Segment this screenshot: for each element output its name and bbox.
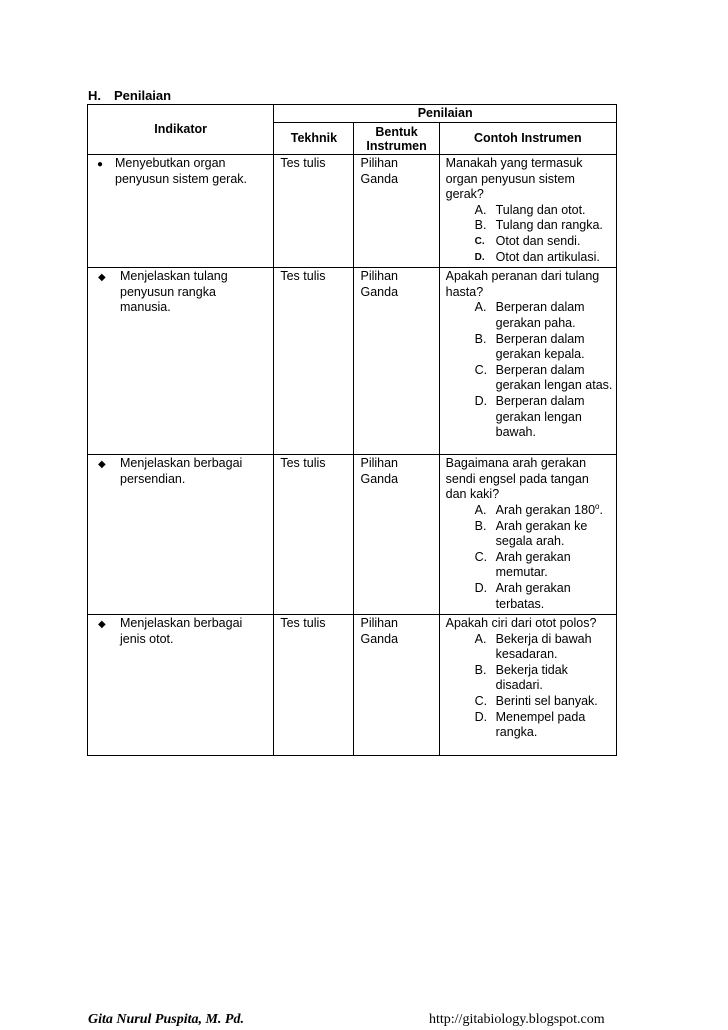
option-item bbox=[446, 581, 613, 612]
option-letter: C. bbox=[474, 549, 488, 564]
option-item bbox=[446, 363, 613, 394]
bullet-diamond-icon: ◆ bbox=[98, 459, 106, 471]
option-letter: A. bbox=[474, 631, 487, 646]
option-item bbox=[446, 632, 613, 663]
section-title: Penilaian bbox=[114, 88, 172, 103]
indicator-cell bbox=[88, 615, 274, 756]
question-text: Bagaimana arah gerakan sendi engsel pada tangan dan kaki? bbox=[445, 456, 589, 502]
option-letter: B. bbox=[474, 662, 487, 677]
question-text: Apakah peranan dari tulang hasta? bbox=[445, 269, 600, 299]
bullet-diamond-icon: ◆ bbox=[98, 619, 106, 631]
option-item bbox=[446, 550, 613, 581]
indicator-text: Menjelaskan berbagai jenis otot. bbox=[120, 616, 243, 646]
option-item bbox=[446, 663, 613, 694]
option-letter: C. bbox=[474, 362, 488, 377]
option-item bbox=[446, 218, 613, 234]
question-cell bbox=[439, 455, 616, 615]
technique-cell: Tes tulis bbox=[274, 455, 354, 615]
header-tekhnik: Tekhnik bbox=[274, 123, 354, 155]
option-text: Arah gerakan memutar. bbox=[495, 549, 571, 580]
option-text: Tulang dan rangka. bbox=[495, 218, 603, 233]
header-contoh: Contoh Instrumen bbox=[439, 123, 616, 155]
section-heading bbox=[88, 88, 171, 103]
option-item bbox=[446, 203, 613, 219]
table-row bbox=[88, 615, 617, 756]
option-item bbox=[446, 503, 613, 519]
indicator-cell bbox=[88, 455, 274, 615]
question-text: Apakah ciri dari otot polos? bbox=[445, 616, 597, 631]
option-item bbox=[446, 519, 613, 550]
option-letter: B. bbox=[474, 518, 487, 533]
indicator-text: Menyebutkan organ penyusun sistem gerak. bbox=[115, 156, 248, 186]
option-text: Berperan dalam gerakan kepala. bbox=[495, 331, 585, 362]
bullet-diamond-icon: ◆ bbox=[98, 272, 106, 284]
indicator-cell bbox=[88, 268, 274, 455]
assessment-table bbox=[87, 104, 617, 756]
header-indikator: Indikator bbox=[88, 105, 274, 155]
table-row bbox=[88, 155, 617, 268]
option-letter: D. bbox=[474, 580, 488, 595]
option-letter: A. bbox=[474, 502, 487, 517]
technique-cell: Tes tulis bbox=[274, 155, 354, 268]
option-letter: B. bbox=[474, 331, 487, 346]
option-text: Berinti sel banyak. bbox=[495, 694, 598, 709]
option-item bbox=[446, 710, 613, 741]
option-letter: C. bbox=[474, 694, 488, 709]
form-cell: Pilihan Ganda bbox=[354, 455, 439, 615]
option-letter: B. bbox=[474, 218, 487, 233]
footer-author: Gita Nurul Puspita, M. Pd. bbox=[88, 1012, 244, 1027]
question-cell bbox=[439, 155, 616, 268]
option-text: Berperan dalam gerakan paha. bbox=[495, 300, 585, 330]
section-letter: H. bbox=[88, 88, 101, 103]
option-letter: D. bbox=[474, 393, 488, 408]
option-letter: A. bbox=[474, 300, 487, 315]
table-row bbox=[88, 268, 617, 455]
indicator-text: Menjelaskan tulang penyusun rangka manusia. bbox=[120, 269, 228, 315]
degree-superscript: o bbox=[595, 501, 600, 511]
option-text-after: . bbox=[599, 502, 603, 517]
option-text: Berperan dalam gerakan lengan atas. bbox=[495, 362, 613, 393]
form-cell: Pilihan Ganda bbox=[354, 615, 439, 756]
option-letter: D. bbox=[474, 709, 488, 724]
option-text: Menempel pada rangka. bbox=[495, 709, 586, 740]
header-bentuk: Bentuk Instrumen bbox=[354, 123, 439, 155]
technique-cell: Tes tulis bbox=[274, 268, 354, 455]
technique-cell: Tes tulis bbox=[274, 615, 354, 756]
option-text: Otot dan sendi. bbox=[495, 233, 581, 248]
option-letter: D. bbox=[474, 251, 485, 263]
option-text: Arah gerakan 180 bbox=[495, 502, 596, 517]
question-cell bbox=[439, 268, 616, 455]
footer-url: http://gitabiology.blogspot.com bbox=[429, 1012, 605, 1027]
option-text: Berperan dalam gerakan lengan bawah. bbox=[495, 393, 585, 440]
form-cell: Pilihan Ganda bbox=[354, 155, 439, 268]
option-letter: A. bbox=[474, 202, 487, 217]
option-text: Otot dan artikulasi. bbox=[495, 249, 600, 264]
option-item bbox=[446, 694, 613, 710]
form-cell: Pilihan Ganda bbox=[354, 268, 439, 455]
question-text: Manakah yang termasuk organ penyusun sistem gerak? bbox=[445, 156, 583, 202]
header-penilaian: Penilaian bbox=[274, 105, 617, 123]
option-item bbox=[446, 250, 613, 266]
option-text: Tulang dan otot. bbox=[495, 202, 586, 217]
option-item bbox=[446, 300, 613, 331]
option-text: Arah gerakan terbatas. bbox=[495, 580, 571, 611]
table-row bbox=[88, 455, 617, 615]
question-cell bbox=[439, 615, 616, 756]
option-item bbox=[446, 234, 613, 250]
option-item bbox=[446, 394, 613, 441]
option-letter: C. bbox=[474, 235, 485, 247]
option-text: Arah gerakan ke segala arah. bbox=[495, 518, 588, 549]
bullet-dot-icon: ● bbox=[97, 159, 104, 170]
option-text: Bekerja di bawah kesadaran. bbox=[495, 631, 592, 662]
option-item bbox=[446, 332, 613, 363]
indicator-cell bbox=[88, 155, 274, 268]
indicator-text: Menjelaskan berbagai persendian. bbox=[120, 456, 243, 486]
option-text: Bekerja tidak disadari. bbox=[495, 662, 568, 693]
